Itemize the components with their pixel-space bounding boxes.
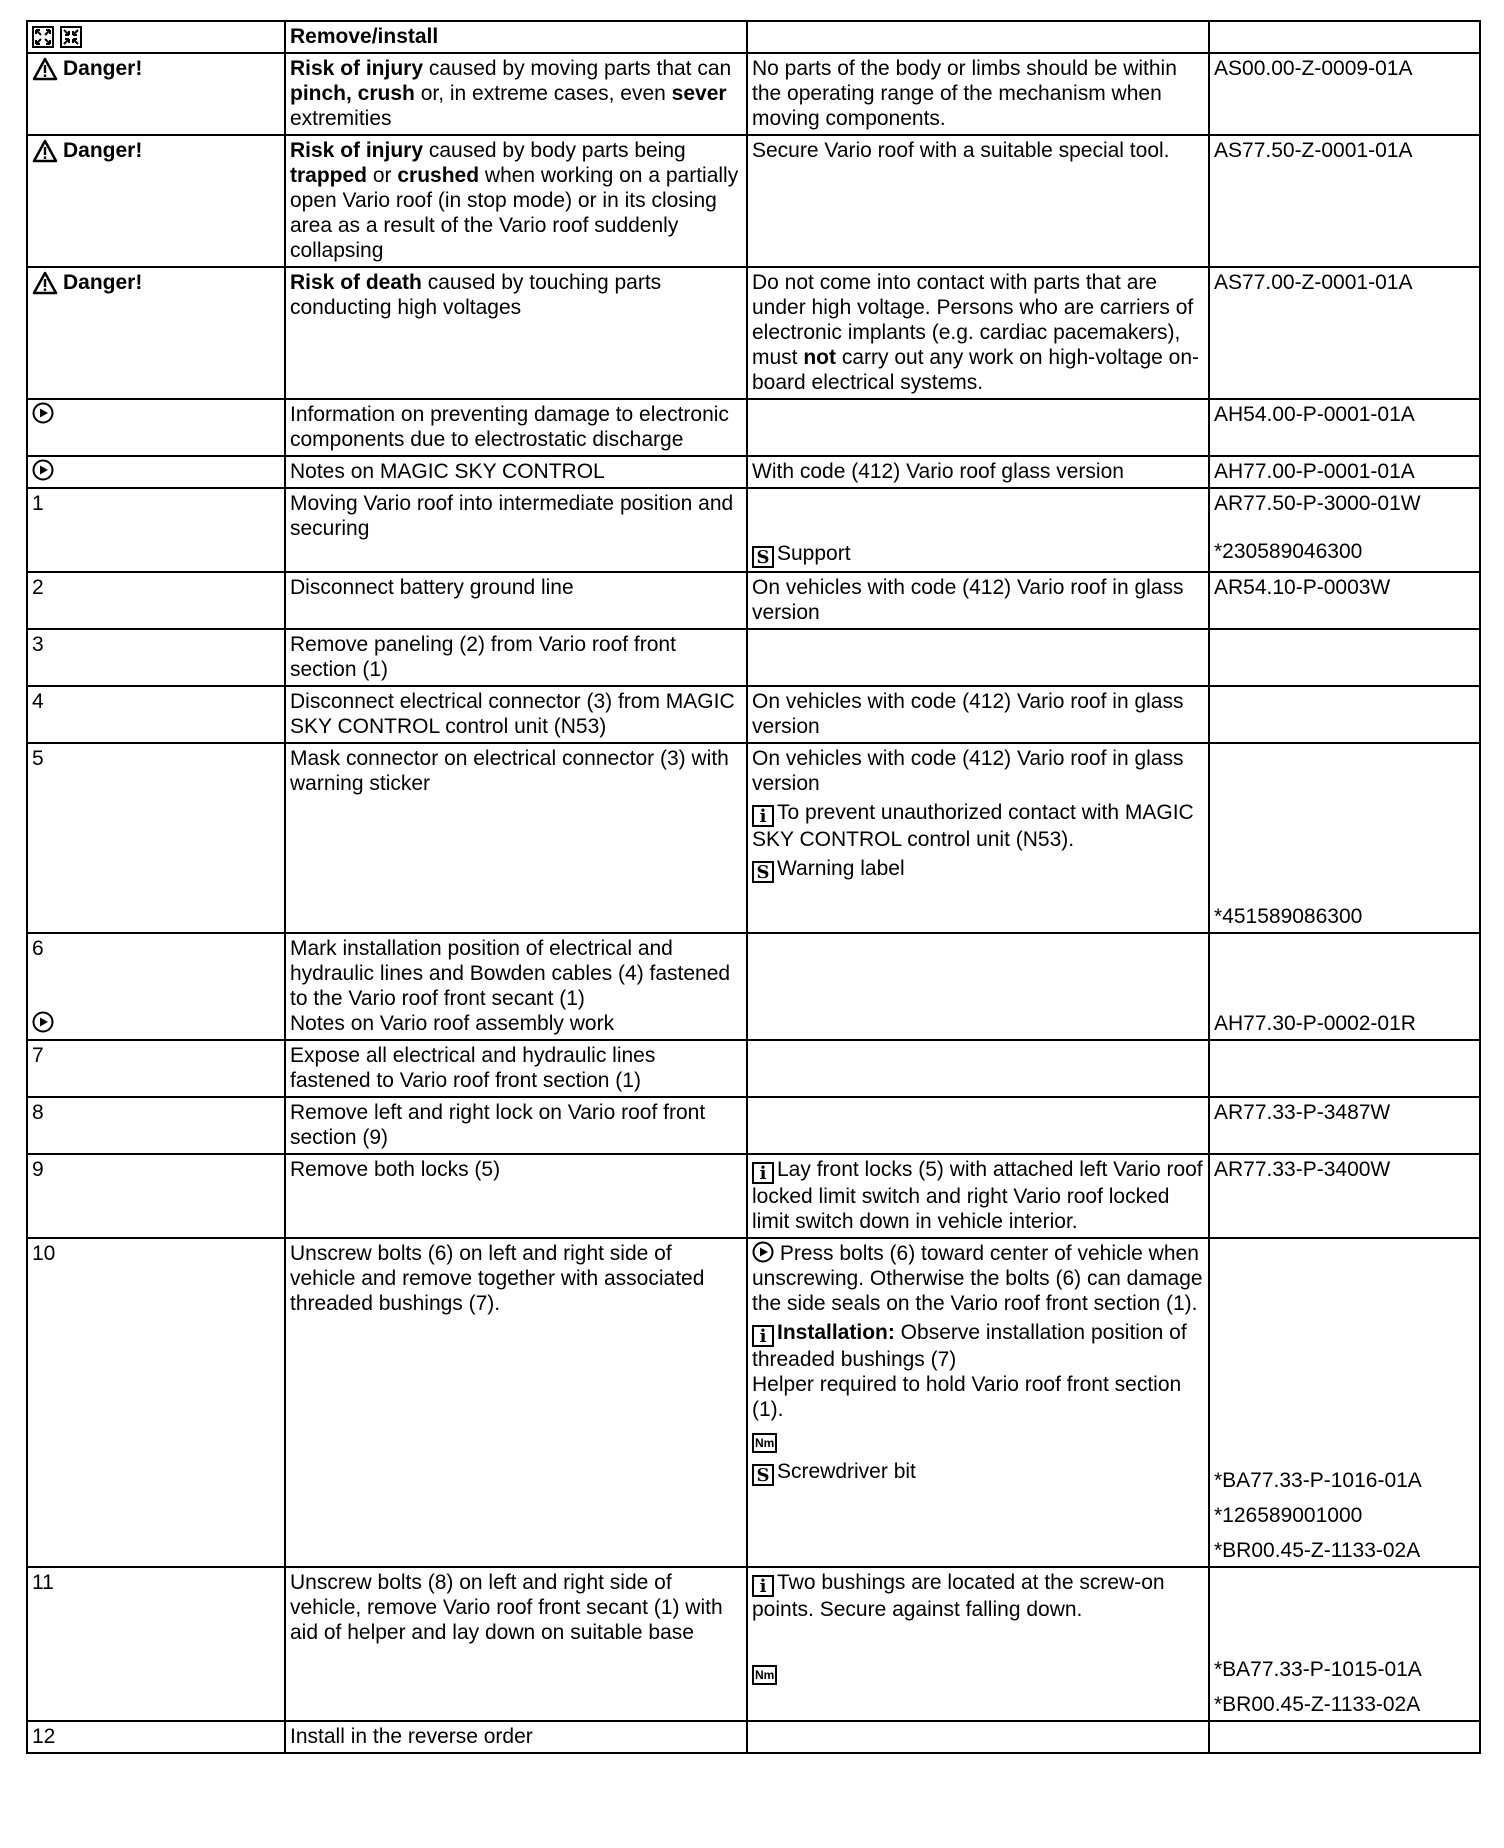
step-condition: On vehicles with code (412) Vario roof in glass version [747,572,1209,629]
step-condition: On vehicles with code (412) Vario roof in glass version [747,686,1209,743]
danger-label: Danger! [32,138,279,163]
warning-triangle-icon [32,57,58,81]
tool-label: Support [777,542,851,565]
step-text: Unscrew bolts (6) on left and right side of vehicle and remove together with associated threaded bushings (7). [285,1238,747,1567]
info-icon: i [752,1162,774,1184]
torque-reference[interactable]: *BA77.33-P-1015-01A [1214,1658,1422,1681]
step-number: 3 [27,629,285,686]
table-row [27,1567,1480,1721]
torque-icon: Nm [752,1433,777,1453]
danger-text: Risk of injury caused by body parts being trapped or crushed when working on a partially open Vario roof (in stop mode) or in its closing area as a result of the Vario roof suddenly collapsing [285,135,747,267]
torque-icon: Nm [752,1665,777,1685]
info-text: Helper required to hold Vario roof front section (1). [752,1373,1182,1421]
step-text: Remove left and right lock on Vario roof front section (9) [285,1097,747,1154]
reference-link[interactable]: AS00.00-Z-0009-01A [1209,53,1480,135]
step-number: 4 [27,686,285,743]
danger-label: Danger! [32,56,279,81]
reference-link[interactable]: *BR00.45-Z-1133-02A [1214,1693,1421,1716]
table-row [27,1040,1480,1097]
step-number: 6 [32,937,44,960]
step-number: 10 [27,1238,285,1567]
reference-link[interactable]: AR77.33-P-3487W [1209,1097,1480,1154]
table-row [27,456,1480,488]
step-text: Mark installation position of electrical and hydraulic lines and Bowden cables (4) fastened to the Vario roof front secant (1) [290,937,731,1010]
step-text: Remove paneling (2) from Vario roof front section (1) [285,629,747,686]
step-number: 9 [27,1154,285,1238]
danger-label: Danger! [32,270,279,295]
info-icon: i [752,805,774,827]
info-text: To prevent unauthorized contact with MAGIC SKY CONTROL control unit (N53). [752,801,1194,851]
reference-link[interactable]: AS77.50-Z-0001-01A [1209,135,1480,267]
step-number: 12 [27,1721,285,1753]
procedure-table [26,20,1481,1754]
step-text: Moving Vario roof into intermediate position and securing [285,488,747,572]
note-arrow-icon [32,402,54,424]
step-number: 11 [27,1567,285,1721]
tool-label: Warning label [777,857,905,880]
note-arrow-icon [32,459,54,481]
info-icon: i [752,1575,774,1597]
table-row [27,629,1480,686]
step-text: Remove both locks (5) [285,1154,747,1238]
tool-label: Screwdriver bit [777,1460,916,1483]
step-text: Mask connector on electrical connector (3) with warning sticker [285,743,747,933]
reference-link[interactable]: AR77.33-P-3400W [1209,1154,1480,1238]
table-row [27,1238,1480,1567]
step-number: 7 [27,1040,285,1097]
step-number: 8 [27,1097,285,1154]
torque-reference[interactable]: *BA77.33-P-1016-01A [1214,1469,1422,1492]
header-icons-cell [27,21,285,53]
note-text: Notes on Vario roof assembly work [290,1012,615,1035]
danger-measure: Do not come into contact with parts that are under high voltage. Persons who are carriers of electronic implants (e.g. cardiac pacemakers), must not carry out any work on high-voltage on-board electrical systems. [747,267,1209,399]
table-row [27,53,1480,135]
note-text: Notes on MAGIC SKY CONTROL [285,456,747,488]
danger-measure: No parts of the body or limbs should be within the operating range of the mechanism when moving components. [747,53,1209,135]
reference-link[interactable]: *BR00.45-Z-1133-02A [1214,1539,1421,1562]
info-text: Lay front locks (5) with attached left Vario roof locked limit switch and right Vario roof locked limit switch down in vehicle interior. [752,1158,1203,1233]
table-row [27,488,1480,572]
tool-icon: S [752,546,774,568]
tool-icon: S [752,861,774,883]
reference-link[interactable]: AR77.50-P-3000-01W [1214,492,1421,515]
caution-arrow-icon [752,1241,774,1263]
note-text: Information on preventing damage to electronic components due to electrostatic discharge [285,399,747,456]
tool-icon: S [752,1464,774,1486]
table-row [27,1721,1480,1753]
caution-text: Press bolts (6) toward center of vehicle when unscrewing. Otherwise the bolts (6) can damage the side seals on the Vario roof front section (1). [752,1242,1203,1315]
step-text: Disconnect electrical connector (3) from MAGIC SKY CONTROL control unit (N53) [285,686,747,743]
info-icon: i [752,1325,774,1347]
table-row [27,135,1480,267]
table-row [27,743,1480,933]
table-row [27,21,1480,53]
reference-link[interactable]: AR54.10-P-0003W [1209,572,1480,629]
reference-link[interactable]: AH77.00-P-0001-01A [1209,456,1480,488]
note-arrow-icon [32,1011,54,1033]
expand-icon[interactable] [32,26,54,48]
collapse-icon[interactable] [60,26,82,48]
table-row [27,572,1480,629]
danger-text: Risk of death caused by touching parts conducting high voltages [285,267,747,399]
step-text: Disconnect battery ground line [285,572,747,629]
info-label: Installation: [777,1321,895,1344]
note-condition: With code (412) Vario roof glass version [747,456,1209,488]
step-text: Unscrew bolts (8) on left and right side of vehicle, remove Vario roof front secant (1) with aid of helper and lay down on suitable base [285,1567,747,1721]
danger-measure: Secure Vario roof with a suitable special tool. [747,135,1209,267]
reference-link[interactable]: AH54.00-P-0001-01A [1209,399,1480,456]
tool-number[interactable]: *230589046300 [1214,540,1363,563]
tool-number[interactable]: *451589086300 [1214,905,1363,928]
reference-link[interactable]: AS77.00-Z-0001-01A [1209,267,1480,399]
reference-link[interactable]: AH77.30-P-0002-01R [1214,1012,1416,1035]
step-condition: On vehicles with code (412) Vario roof in glass version [752,747,1184,795]
step-text: Expose all electrical and hydraulic lines fastened to Vario roof front section (1) [285,1040,747,1097]
step-number: 2 [27,572,285,629]
danger-text: Risk of injury caused by moving parts that can pinch, crush or, in extreme cases, even sever extremities [285,53,747,135]
info-text: Two bushings are located at the screw-on points. Secure against falling down. [752,1571,1165,1621]
warning-triangle-icon [32,139,58,163]
step-number: 1 [27,488,285,572]
table-row [27,1097,1480,1154]
table-row [27,399,1480,456]
step-text: Install in the reverse order [285,1721,747,1753]
table-row [27,1154,1480,1238]
table-row [27,686,1480,743]
header-title: Remove/install [285,21,747,53]
table-row [27,267,1480,399]
info-text: Observe installation position of threaded bushings (7) [752,1321,1187,1371]
table-row [27,933,1480,1040]
step-number: 5 [27,743,285,933]
tool-number[interactable]: *126589001000 [1214,1504,1363,1527]
warning-triangle-icon [32,271,58,295]
